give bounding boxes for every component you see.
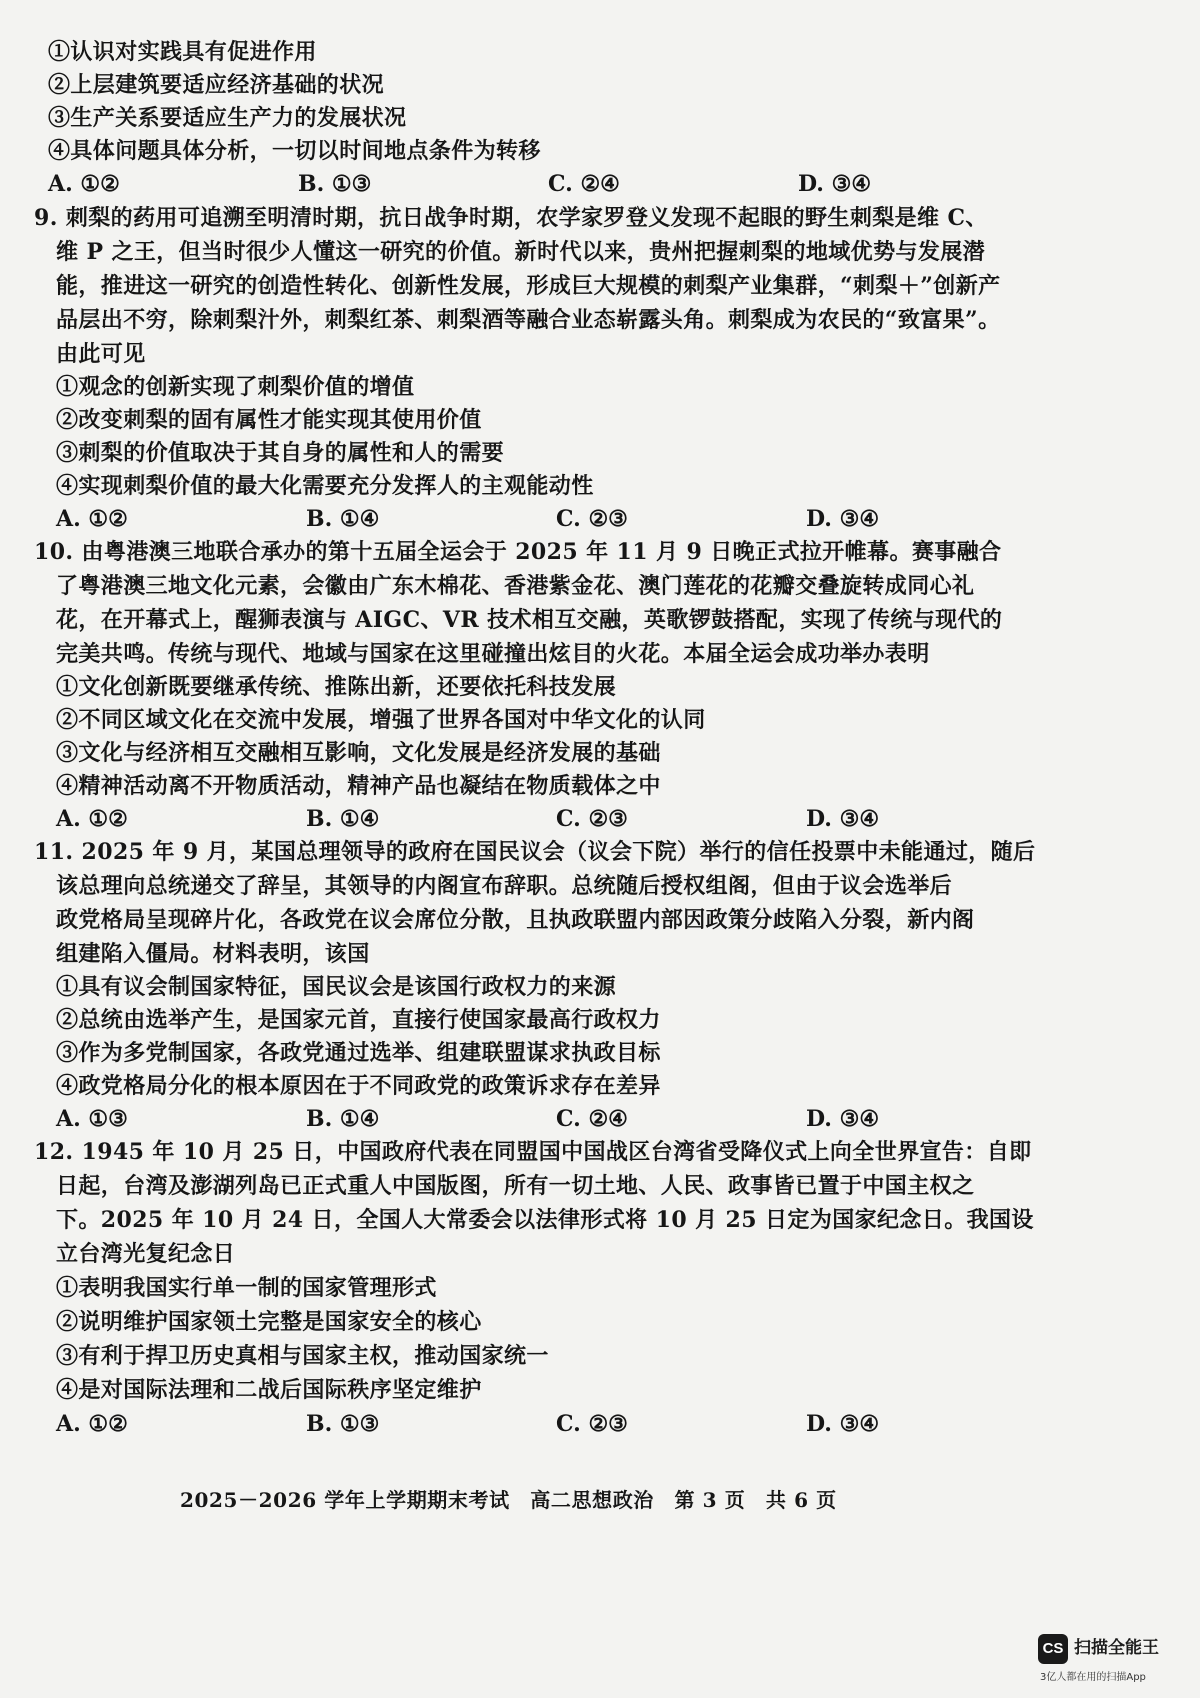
q11-stem-line-2: 该总理向总统递交了辞呈，其领导的内阁宣布辞职。总统随后授权组阁，但由于议会选举后 <box>56 873 953 899</box>
q9-item-1: ①观念的创新实现了刺梨价值的增值 <box>56 374 415 400</box>
q9-stem-line-4: 品层出不穷，除刺梨汁外，刺梨红茶、刺梨酒等融合业态崭露头角。刺梨成为农民的“致富果”。 <box>56 307 1001 333</box>
q9-item-4: ④实现刺梨价值的最大化需要充分发挥人的主观能动性 <box>56 473 594 499</box>
q10-stem-line-4: 完美共鸣。传统与现代、地域与国家在这里碰撞出炫目的火花。本届全运会成功举办表明 <box>56 641 930 667</box>
q10-stem-line-3: 花，在开幕式上，醒狮表演与 AIGC、VR 技术相互交融，英歌锣鼓搭配，实现了传统与现代的 <box>56 607 1003 633</box>
q12-stem-line-3: 下。2025 年 10 月 24 日，全国人大常委会以法律形式将 10 月 25 日定为国家纪念日。我国设 <box>56 1207 1034 1233</box>
q9-option-a: A. ①② <box>56 506 128 532</box>
q8-item-3: ③生产关系要适应生产力的发展状况 <box>48 105 407 131</box>
q11-stem-line-4: 组建陷入僵局。材料表明，该国 <box>56 941 370 967</box>
q12-option-a: A. ①② <box>56 1411 128 1437</box>
q12-item-3: ③有利于捍卫历史真相与国家主权，推动国家统一 <box>56 1343 549 1369</box>
camscanner-subtitle: 3亿人都在用的扫描App <box>1040 1672 1146 1683</box>
q12-option-c: C. ②③ <box>556 1411 628 1437</box>
q9-item-3: ③刺梨的价值取决于其自身的属性和人的需要 <box>56 440 505 466</box>
q9-stem-line-1: 9. 刺梨的药用可追溯至明清时期，抗日战争时期，农学家罗登义发现不起眼的野生刺梨是维 C、 <box>34 205 988 231</box>
q11-item-4: ④政党格局分化的根本原因在于不同政党的政策诉求存在差异 <box>56 1073 661 1099</box>
q10-option-b: B. ①④ <box>306 806 380 832</box>
q10-option-d: D. ③④ <box>806 806 880 832</box>
q10-item-3: ③文化与经济相互交融相互影响，文化发展是经济发展的基础 <box>56 740 661 766</box>
q10-stem-line-2: 了粤港澳三地文化元素，会徽由广东木棉花、香港紫金花、澳门莲花的花瓣交叠旋转成同心礼 <box>56 573 975 599</box>
q12-option-d: D. ③④ <box>806 1411 880 1437</box>
q11-option-d: D. ③④ <box>806 1106 880 1132</box>
q10-item-1: ①文化创新既要继承传统、推陈出新，还要依托科技发展 <box>56 674 617 700</box>
q12-stem-line-1: 12. 1945 年 10 月 25 日，中国政府代表在同盟国中国战区台湾省受降仪式上向全世界宣告：自即 <box>34 1139 1032 1165</box>
q9-stem-line-3: 能，推进这一研究的创造性转化、创新性发展，形成巨大规模的刺梨产业集群，“刺梨＋”创新产 <box>56 273 1001 299</box>
q12-item-2: ②说明维护国家领土完整是国家安全的核心 <box>56 1309 482 1335</box>
q8-option-d: D. ③④ <box>798 171 872 197</box>
q11-item-1: ①具有议会制国家特征，国民议会是该国行政权力的来源 <box>56 974 617 1000</box>
page-footer: 2025－2026 学年上学期期末考试 高二思想政治 第 3 页 共 6 页 <box>180 1488 837 1512</box>
q8-option-a: A. ①② <box>48 171 120 197</box>
q12-option-b: B. ①③ <box>306 1411 380 1437</box>
q8-option-b: B. ①③ <box>298 171 372 197</box>
camscanner-title: 扫描全能王 <box>1074 1638 1159 1658</box>
q11-stem-line-3: 政党格局呈现碎片化，各政党在议会席位分散，且执政联盟内部因政策分歧陷入分裂，新内阁 <box>56 907 975 933</box>
q12-item-4: ④是对国际法理和二战后国际秩序坚定维护 <box>56 1377 482 1403</box>
q9-option-c: C. ②③ <box>556 506 628 532</box>
q8-option-c: C. ②④ <box>548 171 620 197</box>
q9-stem-line-5: 由此可见 <box>56 341 146 367</box>
q8-item-1: ①认识对实践具有促进作用 <box>48 39 317 65</box>
q9-option-b: B. ①④ <box>306 506 380 532</box>
q11-option-c: C. ②④ <box>556 1106 628 1132</box>
q10-option-c: C. ②③ <box>556 806 628 832</box>
camscanner-logo-icon: CS <box>1038 1634 1068 1664</box>
q11-option-b: B. ①④ <box>306 1106 380 1132</box>
q11-option-a: A. ①③ <box>56 1106 128 1132</box>
q11-stem-line-1: 11. 2025 年 9 月，某国总理领导的政府在国民议会（议会下院）举行的信任投票中未能通过，随后 <box>34 839 1036 865</box>
q10-stem-line-1: 10. 由粤港澳三地联合承办的第十五届全运会于 2025 年 11 月 9 日晚正式拉开帷幕。赛事融合 <box>34 539 1002 565</box>
q12-stem-line-2: 日起，台湾及澎湖列岛已正式重人中国版图，所有一切土地、人民、政事皆已置于中国主权之 <box>56 1173 975 1199</box>
q10-item-2: ②不同区域文化在交流中发展，增强了世界各国对中华文化的认同 <box>56 707 706 733</box>
q8-item-2: ②上层建筑要适应经济基础的状况 <box>48 72 385 98</box>
q11-item-3: ③作为多党制国家，各政党通过选举、组建联盟谋求执政目标 <box>56 1040 661 1066</box>
q10-item-4: ④精神活动离不开物质活动，精神产品也凝结在物质载体之中 <box>56 773 661 799</box>
q8-item-4: ④具体问题具体分析，一切以时间地点条件为转移 <box>48 138 541 164</box>
q12-item-1: ①表明我国实行单一制的国家管理形式 <box>56 1275 437 1301</box>
q10-option-a: A. ①② <box>56 806 128 832</box>
q11-item-2: ②总统由选举产生，是国家元首，直接行使国家最高行政权力 <box>56 1007 661 1033</box>
q9-option-d: D. ③④ <box>806 506 880 532</box>
q9-stem-line-2: 维 P 之王，但当时很少人懂这一研究的价值。新时代以来，贵州把握刺梨的地域优势与发展潜 <box>56 239 986 265</box>
q9-item-2: ②改变刺梨的固有属性才能实现其使用价值 <box>56 407 482 433</box>
q12-stem-line-4: 立台湾光复纪念日 <box>56 1241 236 1267</box>
